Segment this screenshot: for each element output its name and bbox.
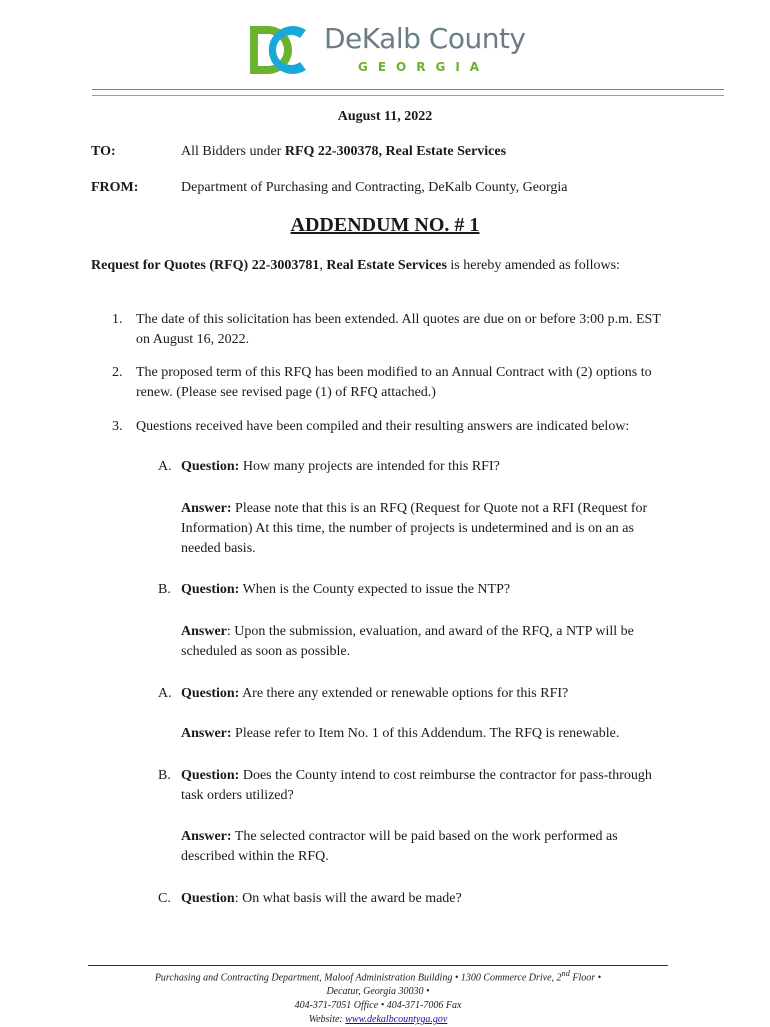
footer-phone-line: 404-371-7051 Office • 404-371-7006 Fax (294, 1000, 462, 1012)
answer-text: Answer: Please refer to Item No. 1 of this Addendum. The RFQ is renewable. (181, 726, 620, 741)
org-state: GEORGIA (358, 60, 490, 74)
answer-text: Answer: Please note that this is an RFQ (Request for Quote not a RFI (Request for Information) At this time, the number of projects is undetermined and is on an as needed basis. (181, 501, 648, 556)
to-value: All Bidders under RFQ 22-300378, Real Estate Services (181, 144, 507, 159)
addendum-title: ADDENDUM NO. # 1 (290, 214, 480, 236)
footer-divider (88, 965, 668, 966)
header-divider-blue (92, 89, 724, 90)
header-divider-green (92, 95, 724, 96)
website-link[interactable]: www.dekalbcountyga.gov (345, 1014, 448, 1026)
from-label: FROM: (91, 180, 139, 195)
footer-website-line: Website: www.dekalbcountyga.gov (308, 1014, 448, 1026)
org-name: DeKalb County (324, 22, 526, 55)
footer-city-line: Decatur, Georgia 30030 • (326, 986, 430, 998)
answer-text: Answer: Upon the submission, evaluation, and award of the RFQ, a NTP will be scheduled as soon as possible. (181, 624, 634, 659)
answer-text: Answer: The selected contractor will be paid based on the work performed as described within the RFQ. (181, 829, 618, 864)
to-label: TO: (91, 144, 116, 159)
dekalb-logo (248, 24, 538, 80)
footer (88, 967, 668, 1027)
memo-date: August 11, 2022 (337, 109, 433, 124)
footer-address-line: Purchasing and Contracting Department, Maloof Administration Building • 1300 Commerce Drive, 2nd Floor • (154, 969, 602, 984)
dc-logo-icon (248, 24, 308, 76)
intro-paragraph: Request for Quotes (RFQ) 22-3003781, Real Estate Services is hereby amended as follows: (91, 258, 620, 273)
from-value: Department of Purchasing and Contracting, DeKalb County, Georgia (181, 180, 568, 195)
